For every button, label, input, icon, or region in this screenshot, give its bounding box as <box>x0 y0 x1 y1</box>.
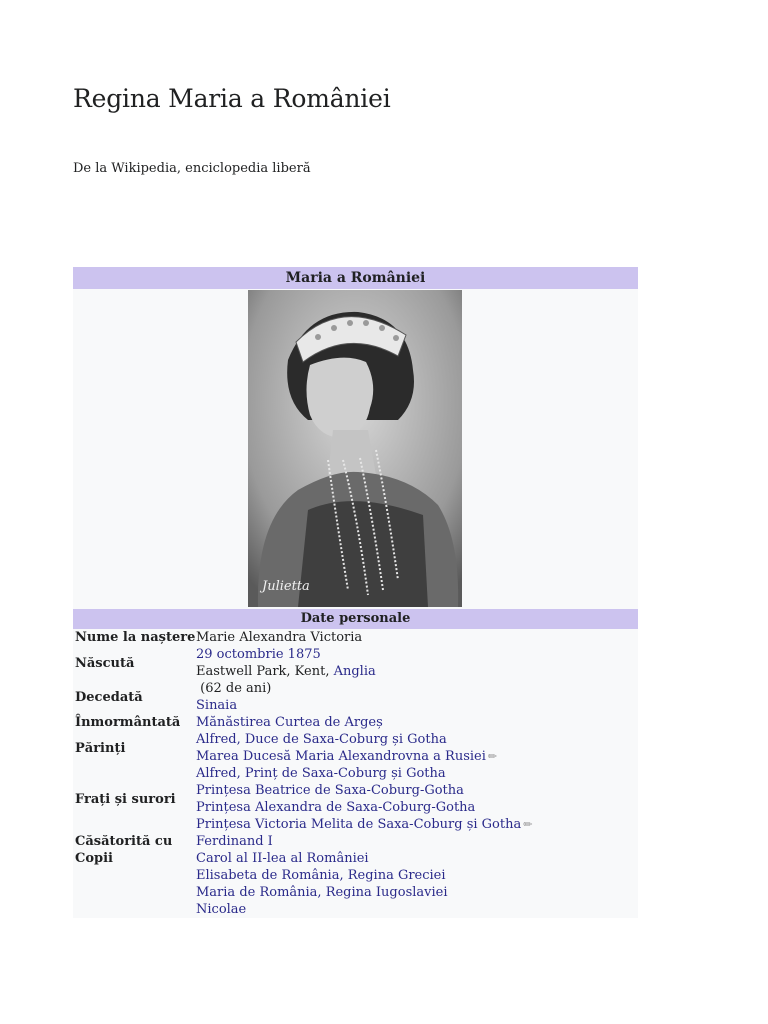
portrait-image[interactable] <box>248 290 462 607</box>
row-birth-name <box>73 629 638 646</box>
pencil-icon[interactable]: ✏ <box>523 818 533 831</box>
infobox <box>73 267 638 918</box>
infobox-caption: Maria a României <box>73 267 638 289</box>
row-parents <box>73 731 638 765</box>
link-parent-mother[interactable]: Marea Ducesă Maria Alexandrovna a Rusiei <box>196 749 486 764</box>
infobox-image-cell <box>73 289 638 609</box>
label-birth-name: Nume la naștere <box>75 630 196 645</box>
value-born <box>196 646 638 680</box>
section-personal-data: Date personale <box>73 609 638 629</box>
label-children: Copii <box>75 851 113 866</box>
page-tagline: De la Wikipedia, enciclopedia liberă <box>73 161 311 176</box>
infobox-table <box>73 629 638 918</box>
link-sibling-alfred[interactable]: Alfred, Prinț de Saxa-Coburg și Gotha <box>196 766 446 781</box>
link-burial-place[interactable]: Mănăstirea Curtea de Argeș <box>196 715 383 730</box>
value-died <box>196 680 638 714</box>
label-born: Născută <box>75 655 135 671</box>
image-signature: Julietta <box>262 579 310 594</box>
link-sibling-beatrice[interactable]: Prințesa Beatrice de Saxa-Coburg-Gotha <box>196 783 464 798</box>
label-siblings: Frați și surori <box>75 791 176 807</box>
link-anglia[interactable]: Anglia <box>333 664 376 679</box>
link-spouse[interactable]: Ferdinand I <box>196 834 273 849</box>
label-parents: Părinți <box>75 740 126 756</box>
link-child-nicolae[interactable]: Nicolae <box>196 902 247 917</box>
death-age: (62 de ani) <box>196 681 272 696</box>
value-birth-name: Marie Alexandra Victoria <box>196 630 363 645</box>
label-spouse: Căsătorită cu <box>75 834 173 849</box>
birth-place-text: Eastwell Park, Kent, <box>196 664 334 679</box>
link-sibling-victoria[interactable]: Prințesa Victoria Melita de Saxa-Coburg și Gotha <box>196 817 522 832</box>
row-children <box>73 850 638 918</box>
row-born <box>73 646 638 680</box>
page-title: Regina Maria a României <box>73 84 391 113</box>
row-spouse <box>73 833 638 850</box>
link-sibling-alexandra[interactable]: Prințesa Alexandra de Saxa-Coburg-Gotha <box>196 800 476 815</box>
link-child-elisabeta[interactable]: Elisabeta de România, Regina Greciei <box>196 868 446 883</box>
label-buried: Înmormântată <box>75 715 181 730</box>
row-buried <box>73 714 638 731</box>
link-child-carol[interactable]: Carol al II-lea al României <box>196 851 369 866</box>
link-sinaia[interactable]: Sinaia <box>196 698 238 713</box>
row-died <box>73 680 638 714</box>
link-child-maria[interactable]: Maria de România, Regina Iugoslaviei <box>196 885 448 900</box>
pencil-icon[interactable]: ✏ <box>487 750 498 763</box>
link-birth-date[interactable]: 29 octombrie 1875 <box>196 647 321 662</box>
row-siblings <box>73 765 638 833</box>
link-parent-father[interactable]: Alfred, Duce de Saxa-Coburg și Gotha <box>196 732 447 747</box>
label-died: Decedată <box>75 689 143 705</box>
